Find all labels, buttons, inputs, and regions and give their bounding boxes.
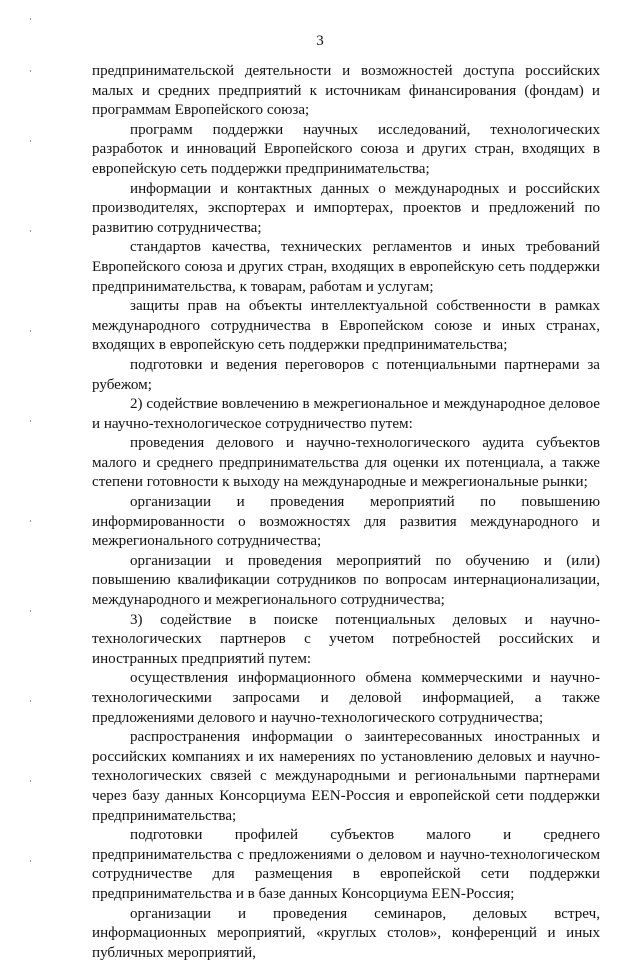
paragraph: информации и контактных данных о международных и российских производителях, экспортерах и импортерах, проектов и предложений по развитию сотрудничества; <box>92 180 600 236</box>
paragraph: организации и проведения семинаров, деловых встреч, информационных мероприятий, «круглых столов», конференций и иных публичных мероприятий, <box>92 905 600 961</box>
paragraph: подготовки профилей субъектов малого и среднего предпринимательства с предложениями о деловом и научно-технологическом сотрудничестве для размещения в европейской сети поддержки предпринимательства и в базе данных Консорциума EEN-Россия; <box>92 827 600 902</box>
paragraph: подготовки и ведения переговоров с потенциальными партнерами за рубежом; <box>92 356 600 393</box>
binding-margin-marks <box>30 0 32 905</box>
paragraph: осуществления информационного обмена коммерческими и научно-технологическими запросами и деловой информацией, а также предложениями делового и научно-технологического сотрудничества; <box>92 670 600 726</box>
paragraph: проведения делового и научно-технологического аудита субъектов малого и среднего предпринимательства для оценки их потенциала, а также степени готовности к выходу на международные и межрегиональные рынки; <box>92 435 600 491</box>
paragraph: распространения информации о заинтересованных иностранных и российских компаниях и их намерениях по установлению деловых и научно-технологических связей с международными и региональными партнерами через базу данных Консорциума EEN-Россия и европейской сети поддержки предпринимательства; <box>92 729 600 824</box>
section-heading-paragraph: 2) содействие вовлечению в межрегиональное и международное деловое и научно-технологическое сотрудничество путем: <box>92 396 600 432</box>
paragraph: предпринимательской деятельности и возможностей доступа российских малых и средних предприятий к источникам финансирования (фондам) и программам Европейского союза; <box>92 63 600 119</box>
document-body <box>92 62 600 963</box>
page-number: 3 <box>316 33 324 49</box>
section-heading-paragraph: 3) содействие в поиске потенциальных деловых и научно-технологических партнеров с учетом потребностей российских и иностранных предприятий путем: <box>92 611 600 667</box>
paragraph: организации и проведения мероприятий по обучению и (или) повышению квалификации сотрудников по вопросам интернационализации, международного и межрегионального сотрудничества; <box>92 552 600 609</box>
paragraph: стандартов качества, технических регламентов и иных требований Европейского союза и других стран, входящих в европейскую сеть поддержки предпринимательства, к товарам, работам и услугам; <box>92 239 600 295</box>
paragraph: защиты прав на объекты интеллектуальной собственности в рамках международного сотрудничества в Европейском союзе и иных странах, входящих в европейскую сеть поддержки предпринимательства; <box>92 298 600 354</box>
paragraph: организации и проведения мероприятий по повышению информированности о возможностях для развития международного и межрегионального сотрудничества; <box>92 494 600 550</box>
paragraph: программ поддержки научных исследований, технологических разработок и инноваций Европейского союза и других стран, входящих в европейскую сеть поддержки предпринимательства; <box>92 121 600 177</box>
